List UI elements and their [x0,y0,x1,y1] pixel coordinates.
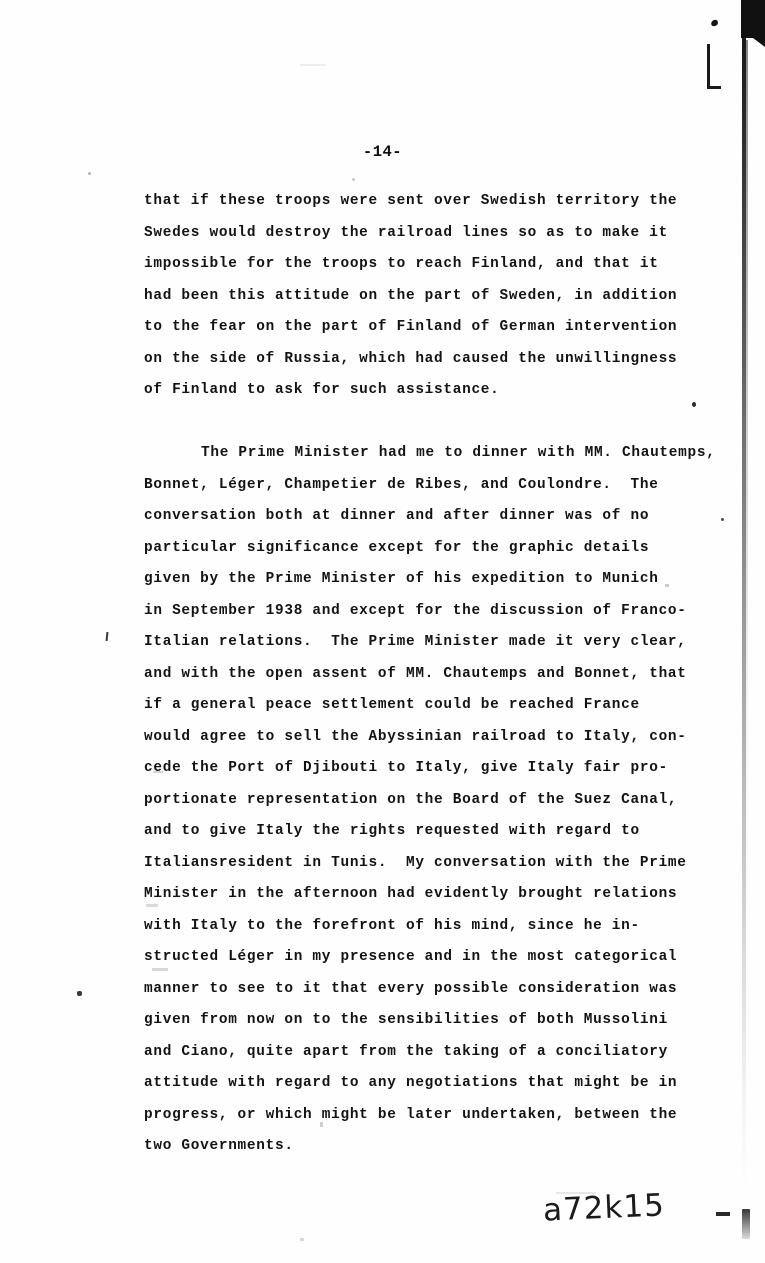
text-line: manner to see to it that every possible consideration was [144,980,678,997]
text-line: and to give Italy the rights requested with regard to [144,823,640,839]
text-line: portionate representation on the Board of the Suez Canal, [144,791,678,808]
speck-artifact [88,172,91,175]
text-line: particular significance except for the graphic details [144,539,650,556]
text-line: to the fear on the part of Finland of German intervention [144,319,678,335]
text-line: Italian relations. The Prime Minister made it very clear, [144,634,687,650]
text-line: two Governments. [144,1138,294,1154]
text-line: in September 1938 and except for the discussion of Franco- [144,602,687,619]
text-line: if a general peace settlement could be reached France [144,697,640,713]
text-line: cede the Port of Djibouti to Italy, give Italy fair pro- [144,760,668,776]
text-line: given by the Prime Minister of his expedition to Munich [144,571,659,587]
scan-edge-line [742,36,746,1186]
speck-artifact [300,64,326,66]
scan-corner-notch [753,38,765,47]
text-line: impossible for the troops to reach Finland, and that it [144,256,659,272]
text-line: progress, or which might be later undertaken, between the [144,1106,678,1123]
scan-edge-line-secondary [746,40,748,940]
paragraph [144,186,689,407]
text-line: conversation both at dinner and after dinner was of no [144,508,650,524]
text-line: Italiansresident in Tunis. My conversation with the Prime [144,854,687,871]
text-line: and with the open assent of MM. Chautemps and Bonnet, that [144,665,687,682]
document-body [144,186,716,1163]
text-line: of Finland to ask for such assistance. [144,382,500,398]
speck-artifact [352,178,355,181]
text-line: Bonnet, Léger, Champetier de Ribes, and Coulondre. The [144,476,659,493]
text-line: and Ciano, quite apart from the taking of a conciliatory [144,1043,668,1060]
speck-artifact [721,518,724,521]
page-number: -14- [362,143,403,161]
text-line: structed Léger in my presence and in the most categorical [144,949,678,965]
ink-blob-artifact [710,19,719,27]
text-line: with Italy to the forefront of his mind, since he in- [144,917,640,934]
scan-corner-artifact [741,0,765,38]
text-line: attitude with regard to any negotiations that might be in [144,1075,678,1091]
text-line: that if these troops were sent over Swedish territory the [144,193,678,209]
paragraph [144,438,716,1163]
text-line: would agree to sell the Abyssinian railroad to Italy, con- [144,728,687,745]
speck-artifact [300,1238,304,1241]
bottom-edge-artifact [742,1209,750,1239]
bottom-edge-artifact [716,1212,730,1216]
text-line: Swedes would destroy the railroad lines so as to make it [144,224,668,241]
margin-tick-mark [106,632,109,641]
text-line: Minister in the afternoon had evidently brought relations [144,886,678,902]
speck-artifact [77,991,82,996]
speck-artifact [692,402,696,407]
text-line: on the side of Russia, which had caused the unwillingness [144,350,678,367]
handwritten-annotation: a72k15 [542,1187,666,1229]
text-line: had been this attitude on the part of Sweden, in addition [144,287,678,304]
bracket-mark-artifact [707,44,721,89]
text-line: given from now on to the sensibilities of both Mussolini [144,1012,668,1028]
text-line: The Prime Minister had me to dinner with MM. Chautemps, [201,445,716,461]
